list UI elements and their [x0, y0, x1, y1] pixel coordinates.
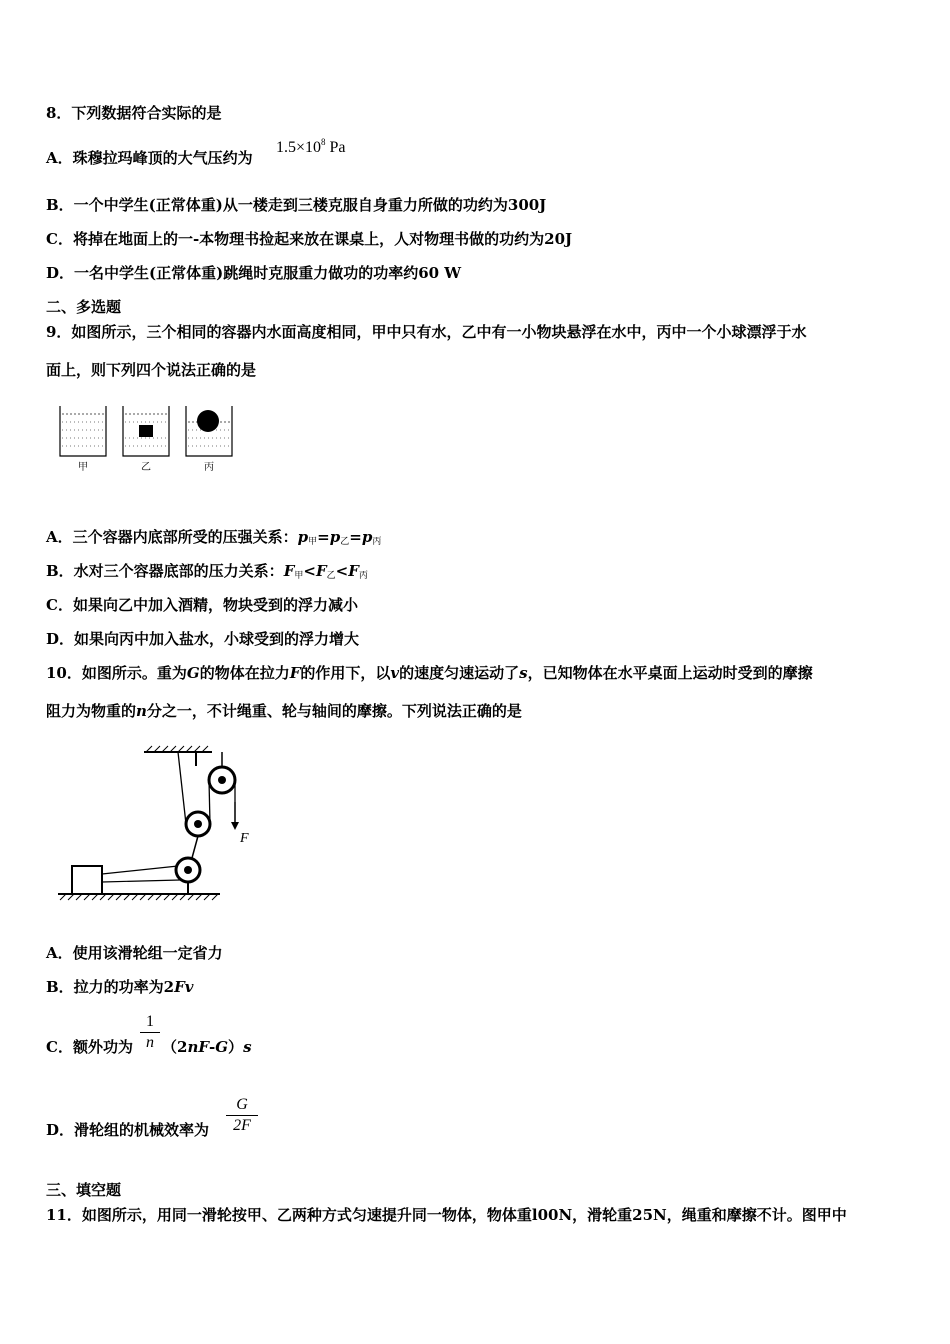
f-symbol: F — [289, 664, 301, 682]
fv-symbol: Fv — [174, 978, 194, 996]
suspended-block — [139, 425, 153, 437]
container-yi — [123, 406, 169, 456]
container-jia — [60, 406, 106, 456]
q8-stem: 8．下列数据符合实际的是 — [46, 104, 222, 122]
g-symbol: G — [215, 1038, 229, 1056]
p-symbol: p — [297, 528, 309, 546]
q10-d-fraction — [226, 1095, 258, 1136]
fraction-numerator: G — [236, 1096, 248, 1113]
q11-stem: 11．如图所示，用同一滑轮按甲、乙两种方式匀速提升同一物体，物体重l00N，滑轮重25N，绳重和摩擦不计。图甲中 — [46, 1206, 847, 1224]
g-symbol: G — [186, 664, 200, 682]
q9-option-d: D．如果向丙中加入盐水，小球受到的浮力增大 — [46, 630, 360, 648]
p-symbol: p — [329, 528, 341, 546]
label-jia: 甲 — [78, 462, 88, 473]
text: 阻力为物重的 — [46, 702, 137, 720]
q9-option-a-text: A．三个容器内底部所受的压强关系： — [46, 528, 298, 546]
text: 的物体在拉力 — [199, 664, 290, 682]
text: 的作用下，以 — [300, 664, 391, 682]
q10-option-b — [46, 977, 194, 997]
q9-option-b — [46, 561, 368, 586]
q8-option-a — [46, 148, 253, 168]
q10-stem-line1 — [46, 663, 813, 683]
sub-jia: 甲 — [294, 571, 304, 581]
q10-c-fraction — [140, 1012, 160, 1053]
lt-sign: < — [335, 562, 349, 580]
eq-sign: = — [349, 528, 362, 546]
block — [72, 866, 102, 894]
q9-stem-line2: 面上，则下列四个说法正确的是 — [46, 361, 257, 379]
text: - — [209, 1038, 216, 1056]
f-symbol: F — [315, 562, 327, 580]
eq-sign: = — [317, 528, 330, 546]
q10-option-a: A．使用该滑轮组一定省力 — [46, 944, 223, 962]
fraction-denominator: n — [146, 1034, 154, 1051]
s-symbol: s — [243, 1038, 252, 1056]
q10-option-d — [46, 1120, 209, 1140]
floating-ball — [197, 410, 219, 432]
q10-stem-line2 — [46, 701, 522, 721]
fraction-denominator: 2F — [233, 1117, 251, 1134]
label-bing: 丙 — [204, 462, 214, 473]
q8-option-a-formula — [276, 137, 346, 157]
q10-option-c-expr — [162, 1037, 252, 1057]
formula-mantissa: 1.5×10 — [276, 139, 322, 156]
sub-yi: 乙 — [340, 537, 350, 547]
section-title-multiple-choice: 二、多选题 — [46, 298, 122, 316]
q9-option-a — [46, 527, 381, 552]
n-symbol: n — [136, 702, 147, 720]
formula-unit: Pa — [325, 139, 346, 156]
nf-symbol: nF — [187, 1038, 209, 1056]
text: B．拉力的功率为2 — [46, 978, 175, 996]
sub-bing: 丙 — [358, 571, 368, 581]
container-bing — [186, 406, 232, 456]
text: ） — [228, 1038, 244, 1056]
f-symbol: F — [348, 562, 359, 580]
q9-option-c: C．如果向乙中加入酒精，物块受到的浮力减小 — [46, 596, 358, 614]
q8-option-c: C．将掉在地面上的一-本物理书捡起来放在课桌上，人对物理书做的功约为20J — [46, 230, 573, 248]
q8-option-a-text: A．珠穆拉玛峰顶的大气压约为 — [46, 149, 253, 167]
p-symbol: p — [361, 528, 373, 546]
q10-pulley-figure — [54, 742, 249, 907]
q9-option-b-text: B．水对三个容器底部的压力关系： — [46, 562, 284, 580]
text: 的速度匀速运动了 — [399, 664, 520, 682]
text: ，已知物体在水平桌面上运动时受到的摩擦 — [527, 664, 813, 682]
q8-option-d: D．一名中学生(正常体重)跳绳时克服重力做功的功率约60 W — [46, 264, 462, 282]
s-symbol: s — [519, 664, 528, 682]
sub-bing: 丙 — [372, 537, 382, 547]
q10-option-c — [46, 1037, 133, 1057]
sub-yi: 乙 — [326, 571, 336, 581]
formula-exponent: 8 — [321, 137, 326, 147]
section-title-fill-blank: 三、填空题 — [46, 1181, 122, 1199]
label-yi: 乙 — [141, 462, 151, 473]
text: （2 — [162, 1038, 188, 1056]
force-label: F — [240, 831, 249, 846]
text: 分之一，不计绳重、轮与轴间的摩擦。下列说法正确的是 — [146, 702, 522, 720]
fraction-numerator: 1 — [146, 1013, 154, 1030]
v-symbol: v — [390, 664, 400, 682]
sub-jia: 甲 — [308, 537, 318, 547]
force-arrow — [231, 822, 239, 830]
text: 10．如图所示。重为 — [46, 664, 187, 682]
text: C．额外功为 — [46, 1038, 133, 1056]
text: D．滑轮组的机械效率为 — [46, 1121, 210, 1139]
q8-option-b: B．一个中学生(正常体重)从一楼走到三楼克服自身重力所做的功约为300J — [46, 196, 547, 214]
q9-stem-line1: 9．如图所示，三个相同的容器内水面高度相同，甲中只有水，乙中有一小物块悬浮在水中，丙中一个小球漂浮于水 — [46, 323, 807, 341]
f-symbol: F — [283, 562, 295, 580]
q9-containers-figure — [56, 400, 246, 480]
lt-sign: < — [303, 562, 316, 580]
